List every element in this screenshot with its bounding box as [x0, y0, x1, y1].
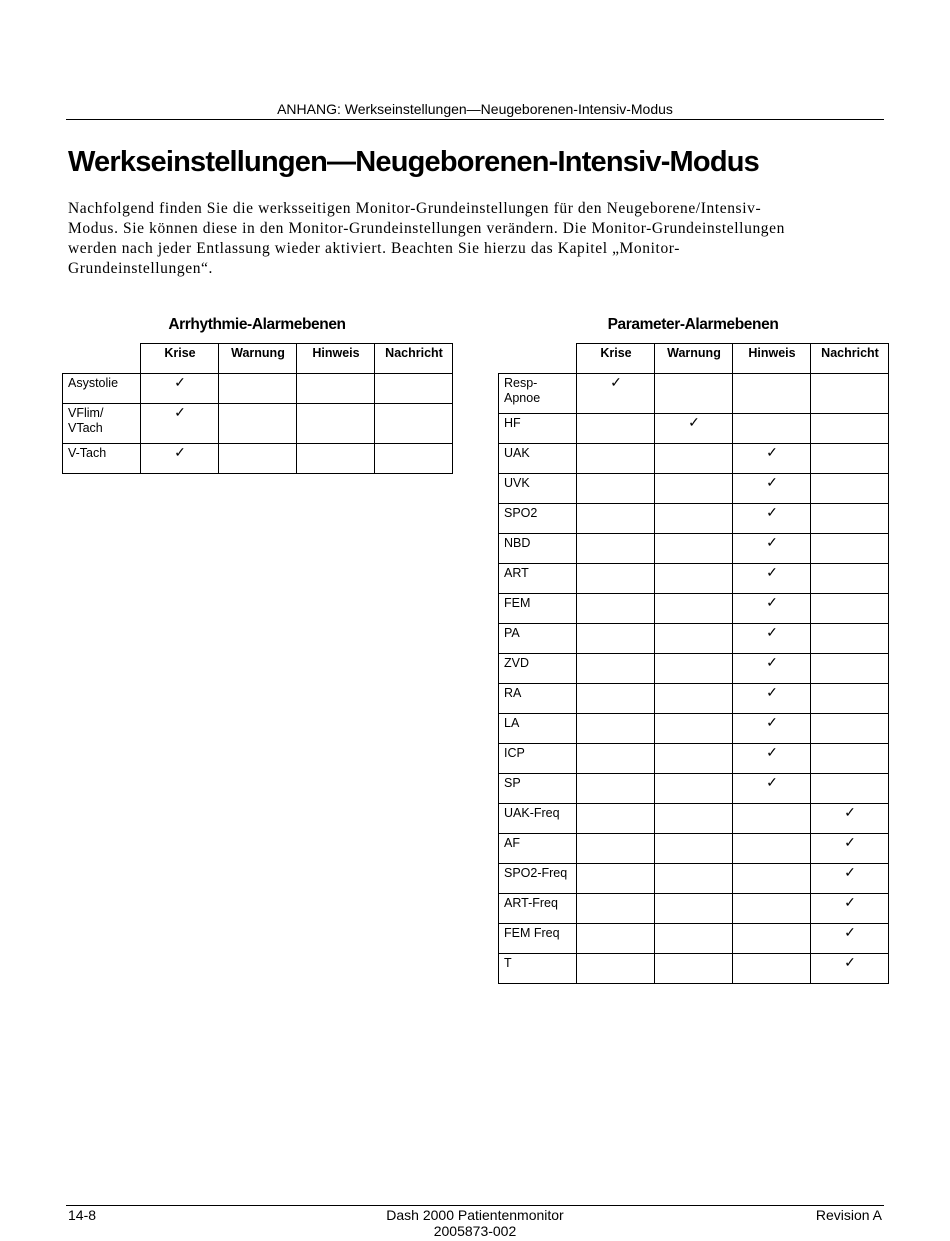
- arrhythmia-row: [63, 404, 453, 444]
- parameter-level-cell: [577, 414, 655, 444]
- parameter-row: [499, 894, 889, 924]
- parameter-level-cell: [655, 894, 733, 924]
- parameter-level-cell: [577, 684, 655, 714]
- parameter-level-cell: [811, 414, 889, 444]
- parameter-level-cell: [655, 594, 733, 624]
- parameter-column-header: Nachricht: [811, 344, 889, 374]
- parameter-row-label: [499, 864, 577, 894]
- parameter-row-label: [499, 954, 577, 984]
- row-label-line: FEM: [504, 596, 531, 610]
- parameter-row: [499, 714, 889, 744]
- arrhythmia-level-cell: [375, 404, 453, 444]
- checkmark-icon: ✓: [766, 444, 778, 460]
- parameter-column-header: Hinweis: [733, 344, 811, 374]
- parameter-level-cell: [733, 594, 811, 624]
- checkmark-icon: ✓: [174, 374, 186, 390]
- row-label-line: Asystolie: [68, 376, 119, 390]
- intro-line: Modus. Sie können diese in den Monitor-Grundeinstellungen verändern. Die Monitor-Grundeinstellungen: [68, 220, 785, 237]
- parameter-level-cell: [733, 714, 811, 744]
- parameter-row-label: [499, 374, 577, 414]
- arrhythmia-level-cell: [375, 444, 453, 474]
- page-title: Werkseinstellungen—Neugeborenen-Intensiv-Modus: [68, 146, 759, 178]
- parameter-column-header: Warnung: [655, 344, 733, 374]
- page-number: 14-8: [68, 1207, 97, 1223]
- parameter-level-cell: [811, 894, 889, 924]
- intro-line: werden nach jeder Entlassung wieder aktiviert. Beachten Sie hierzu das Kapitel „Monitor-: [68, 240, 681, 257]
- row-label-line: Resp-: [504, 376, 538, 390]
- parameter-row: [499, 564, 889, 594]
- parameter-level-cell: [811, 444, 889, 474]
- parameter-level-cell: [577, 594, 655, 624]
- checkmark-icon: ✓: [610, 374, 622, 390]
- parameter-level-cell: [577, 534, 655, 564]
- checkmark-icon: ✓: [844, 834, 856, 850]
- checkmark-icon: ✓: [766, 474, 778, 490]
- checkmark-icon: ✓: [688, 414, 700, 430]
- parameter-row-label: [499, 924, 577, 954]
- parameter-row: [499, 954, 889, 984]
- row-label-line: VTach: [68, 421, 103, 435]
- row-label-line: SPO2-Freq: [504, 866, 568, 880]
- parameter-level-cell: [811, 924, 889, 954]
- arrhythmia-alarm-table: [62, 343, 453, 474]
- parameter-level-cell: [733, 624, 811, 654]
- parameter-level-cell: [655, 714, 733, 744]
- parameter-level-cell: [577, 774, 655, 804]
- row-label-line: V-Tach: [68, 446, 107, 460]
- parameter-row: [499, 474, 889, 504]
- parameter-level-cell: [811, 774, 889, 804]
- parameter-row: [499, 414, 889, 444]
- arrhythmia-row-label: [63, 444, 141, 474]
- parameter-level-cell: [577, 894, 655, 924]
- parameter-row: [499, 774, 889, 804]
- row-label-line: HF: [504, 416, 521, 430]
- parameter-level-cell: [655, 834, 733, 864]
- parameter-row-label: [499, 534, 577, 564]
- arrhythmia-column-header: Krise: [141, 344, 219, 374]
- parameter-level-cell: [811, 954, 889, 984]
- parameter-row: [499, 504, 889, 534]
- parameter-level-cell: [655, 744, 733, 774]
- checkmark-icon: ✓: [766, 774, 778, 790]
- checkmark-icon: ✓: [766, 744, 778, 760]
- arrhythmia-level-cell: [141, 404, 219, 444]
- parameter-row: [499, 534, 889, 564]
- row-label-line: ART-Freq: [504, 896, 558, 910]
- row-label-line: LA: [504, 716, 520, 730]
- parameter-level-cell: [811, 684, 889, 714]
- parameter-row-label: [499, 444, 577, 474]
- footer-product: [325, 1207, 625, 1239]
- parameter-level-cell: [811, 834, 889, 864]
- parameter-table-title: Parameter-Alarmebenen: [607, 316, 779, 333]
- checkmark-icon: ✓: [174, 404, 186, 420]
- arrhythmia-corner-cell: [63, 344, 141, 374]
- intro-line: Nachfolgend finden Sie die werksseitigen Monitor-Grundeinstellungen für den Neugeborene/Intensiv-: [68, 200, 762, 217]
- row-label-line: T: [504, 956, 512, 970]
- parameter-level-cell: [811, 744, 889, 774]
- parameter-level-cell: [733, 834, 811, 864]
- parameter-level-cell: [655, 804, 733, 834]
- row-label-line: NBD: [504, 536, 531, 550]
- parameter-level-cell: [655, 534, 733, 564]
- parameter-level-cell: [811, 624, 889, 654]
- parameter-row: [499, 804, 889, 834]
- checkmark-icon: ✓: [766, 534, 778, 550]
- parameter-level-cell: [577, 714, 655, 744]
- parameter-level-cell: [577, 474, 655, 504]
- parameter-level-cell: [655, 374, 733, 414]
- parameter-level-cell: [733, 864, 811, 894]
- parameter-row-label: [499, 744, 577, 774]
- row-label-line: Apnoe: [504, 391, 541, 405]
- parameter-level-cell: [655, 564, 733, 594]
- parameter-level-cell: [655, 864, 733, 894]
- arrhythmia-column-header: Nachricht: [375, 344, 453, 374]
- parameter-alarm-table: [498, 343, 889, 984]
- parameter-row-label: [499, 654, 577, 684]
- running-header: ANHANG: Werkseinstellungen—Neugeborenen-Intensiv-Modus: [277, 101, 673, 117]
- arrhythmia-header-row: [63, 344, 453, 374]
- parameter-level-cell: [655, 504, 733, 534]
- header-rule: [66, 119, 884, 120]
- checkmark-icon: ✓: [766, 714, 778, 730]
- arrhythmia-level-cell: [141, 444, 219, 474]
- parameter-level-cell: [811, 864, 889, 894]
- parameter-level-cell: [577, 564, 655, 594]
- parameter-row-label: [499, 834, 577, 864]
- parameter-level-cell: [577, 504, 655, 534]
- parameter-level-cell: [811, 804, 889, 834]
- checkmark-icon: ✓: [766, 504, 778, 520]
- row-label-line: SP: [504, 776, 521, 790]
- parameter-level-cell: [811, 374, 889, 414]
- parameter-level-cell: [577, 654, 655, 684]
- parameter-level-cell: [733, 414, 811, 444]
- checkmark-icon: ✓: [766, 564, 778, 580]
- parameter-level-cell: [733, 474, 811, 504]
- parameter-row-label: [499, 714, 577, 744]
- parameter-row: [499, 864, 889, 894]
- parameter-row-label: [499, 564, 577, 594]
- arrhythmia-level-cell: [219, 404, 297, 444]
- arrhythmia-level-cell: [141, 374, 219, 404]
- row-label-line: ICP: [504, 746, 525, 760]
- arrhythmia-level-cell: [219, 444, 297, 474]
- parameter-level-cell: [733, 374, 811, 414]
- parameter-level-cell: [577, 804, 655, 834]
- parameter-row: [499, 374, 889, 414]
- parameter-row-label: [499, 894, 577, 924]
- parameter-level-cell: [811, 534, 889, 564]
- parameter-row: [499, 594, 889, 624]
- parameter-row: [499, 924, 889, 954]
- parameter-level-cell: [733, 654, 811, 684]
- arrhythmia-level-cell: [297, 444, 375, 474]
- checkmark-icon: ✓: [844, 954, 856, 970]
- row-label-line: UVK: [504, 476, 530, 490]
- parameter-level-cell: [655, 924, 733, 954]
- arrhythmia-level-cell: [219, 374, 297, 404]
- arrhythmia-row-label: [63, 374, 141, 404]
- parameter-corner-cell: [499, 344, 577, 374]
- parameter-level-cell: [811, 714, 889, 744]
- parameter-level-cell: [733, 564, 811, 594]
- parameter-column-header: Krise: [577, 344, 655, 374]
- checkmark-icon: ✓: [766, 654, 778, 670]
- parameter-row-label: [499, 414, 577, 444]
- parameter-row-label: [499, 684, 577, 714]
- checkmark-icon: ✓: [766, 684, 778, 700]
- parameter-header-row: [499, 344, 889, 374]
- arrhythmia-level-cell: [297, 404, 375, 444]
- arrhythmia-row-label: [63, 404, 141, 444]
- parameter-level-cell: [733, 534, 811, 564]
- checkmark-icon: ✓: [844, 804, 856, 820]
- arrhythmia-column-header: Warnung: [219, 344, 297, 374]
- parameter-row-label: [499, 594, 577, 624]
- parameter-row: [499, 654, 889, 684]
- parameter-level-cell: [577, 864, 655, 894]
- row-label-line: ZVD: [504, 656, 529, 670]
- parameter-level-cell: [733, 894, 811, 924]
- parameter-row-label: [499, 804, 577, 834]
- parameter-level-cell: [811, 474, 889, 504]
- parameter-row: [499, 444, 889, 474]
- parameter-level-cell: [733, 684, 811, 714]
- checkmark-icon: ✓: [766, 624, 778, 640]
- parameter-level-cell: [655, 414, 733, 444]
- row-label-line: UAK: [504, 446, 530, 460]
- intro-line: Grundeinstellungen“.: [68, 260, 214, 277]
- parameter-level-cell: [655, 774, 733, 804]
- parameter-level-cell: [577, 744, 655, 774]
- parameter-row: [499, 624, 889, 654]
- row-label-line: SPO2: [504, 506, 538, 520]
- parameter-level-cell: [577, 374, 655, 414]
- parameter-row: [499, 744, 889, 774]
- parameter-row-label: [499, 774, 577, 804]
- footer-rule: [66, 1205, 884, 1206]
- product-name: Dash 2000 Patientenmonitor: [386, 1207, 564, 1223]
- parameter-level-cell: [577, 444, 655, 474]
- intro-paragraph: [68, 199, 868, 279]
- arrhythmia-level-cell: [375, 374, 453, 404]
- arrhythmia-column-header: Hinweis: [297, 344, 375, 374]
- row-label-line: RA: [504, 686, 522, 700]
- checkmark-icon: ✓: [844, 864, 856, 880]
- parameter-level-cell: [811, 594, 889, 624]
- parameter-row-label: [499, 624, 577, 654]
- parameter-level-cell: [577, 624, 655, 654]
- row-label-line: UAK-Freq: [504, 806, 560, 820]
- checkmark-icon: ✓: [844, 894, 856, 910]
- parameter-level-cell: [733, 924, 811, 954]
- parameter-level-cell: [577, 954, 655, 984]
- parameter-level-cell: [733, 444, 811, 474]
- parameter-row: [499, 684, 889, 714]
- row-label-line: AF: [504, 836, 520, 850]
- row-label-line: VFlim/: [68, 406, 104, 420]
- parameter-level-cell: [811, 564, 889, 594]
- parameter-level-cell: [733, 744, 811, 774]
- parameter-row-label: [499, 504, 577, 534]
- parameter-level-cell: [655, 444, 733, 474]
- row-label-line: FEM Freq: [504, 926, 560, 940]
- checkmark-icon: ✓: [766, 594, 778, 610]
- row-label-line: ART: [504, 566, 529, 580]
- parameter-level-cell: [577, 924, 655, 954]
- parameter-level-cell: [811, 654, 889, 684]
- checkmark-icon: ✓: [174, 444, 186, 460]
- arrhythmia-table-title: Arrhythmie-Alarmebenen: [168, 316, 346, 333]
- parameter-level-cell: [733, 504, 811, 534]
- parameter-level-cell: [733, 774, 811, 804]
- parameter-level-cell: [811, 504, 889, 534]
- document-number: 2005873-002: [433, 1223, 517, 1239]
- parameter-level-cell: [655, 654, 733, 684]
- arrhythmia-row: [63, 374, 453, 404]
- row-label-line: PA: [504, 626, 520, 640]
- arrhythmia-row: [63, 444, 453, 474]
- parameter-level-cell: [577, 834, 655, 864]
- revision-label: Revision A: [815, 1207, 882, 1223]
- parameter-level-cell: [733, 804, 811, 834]
- parameter-row: [499, 834, 889, 864]
- parameter-level-cell: [655, 474, 733, 504]
- arrhythmia-level-cell: [297, 374, 375, 404]
- parameter-level-cell: [655, 954, 733, 984]
- parameter-row-label: [499, 474, 577, 504]
- parameter-level-cell: [655, 684, 733, 714]
- parameter-level-cell: [655, 624, 733, 654]
- parameter-level-cell: [733, 954, 811, 984]
- checkmark-icon: ✓: [844, 924, 856, 940]
